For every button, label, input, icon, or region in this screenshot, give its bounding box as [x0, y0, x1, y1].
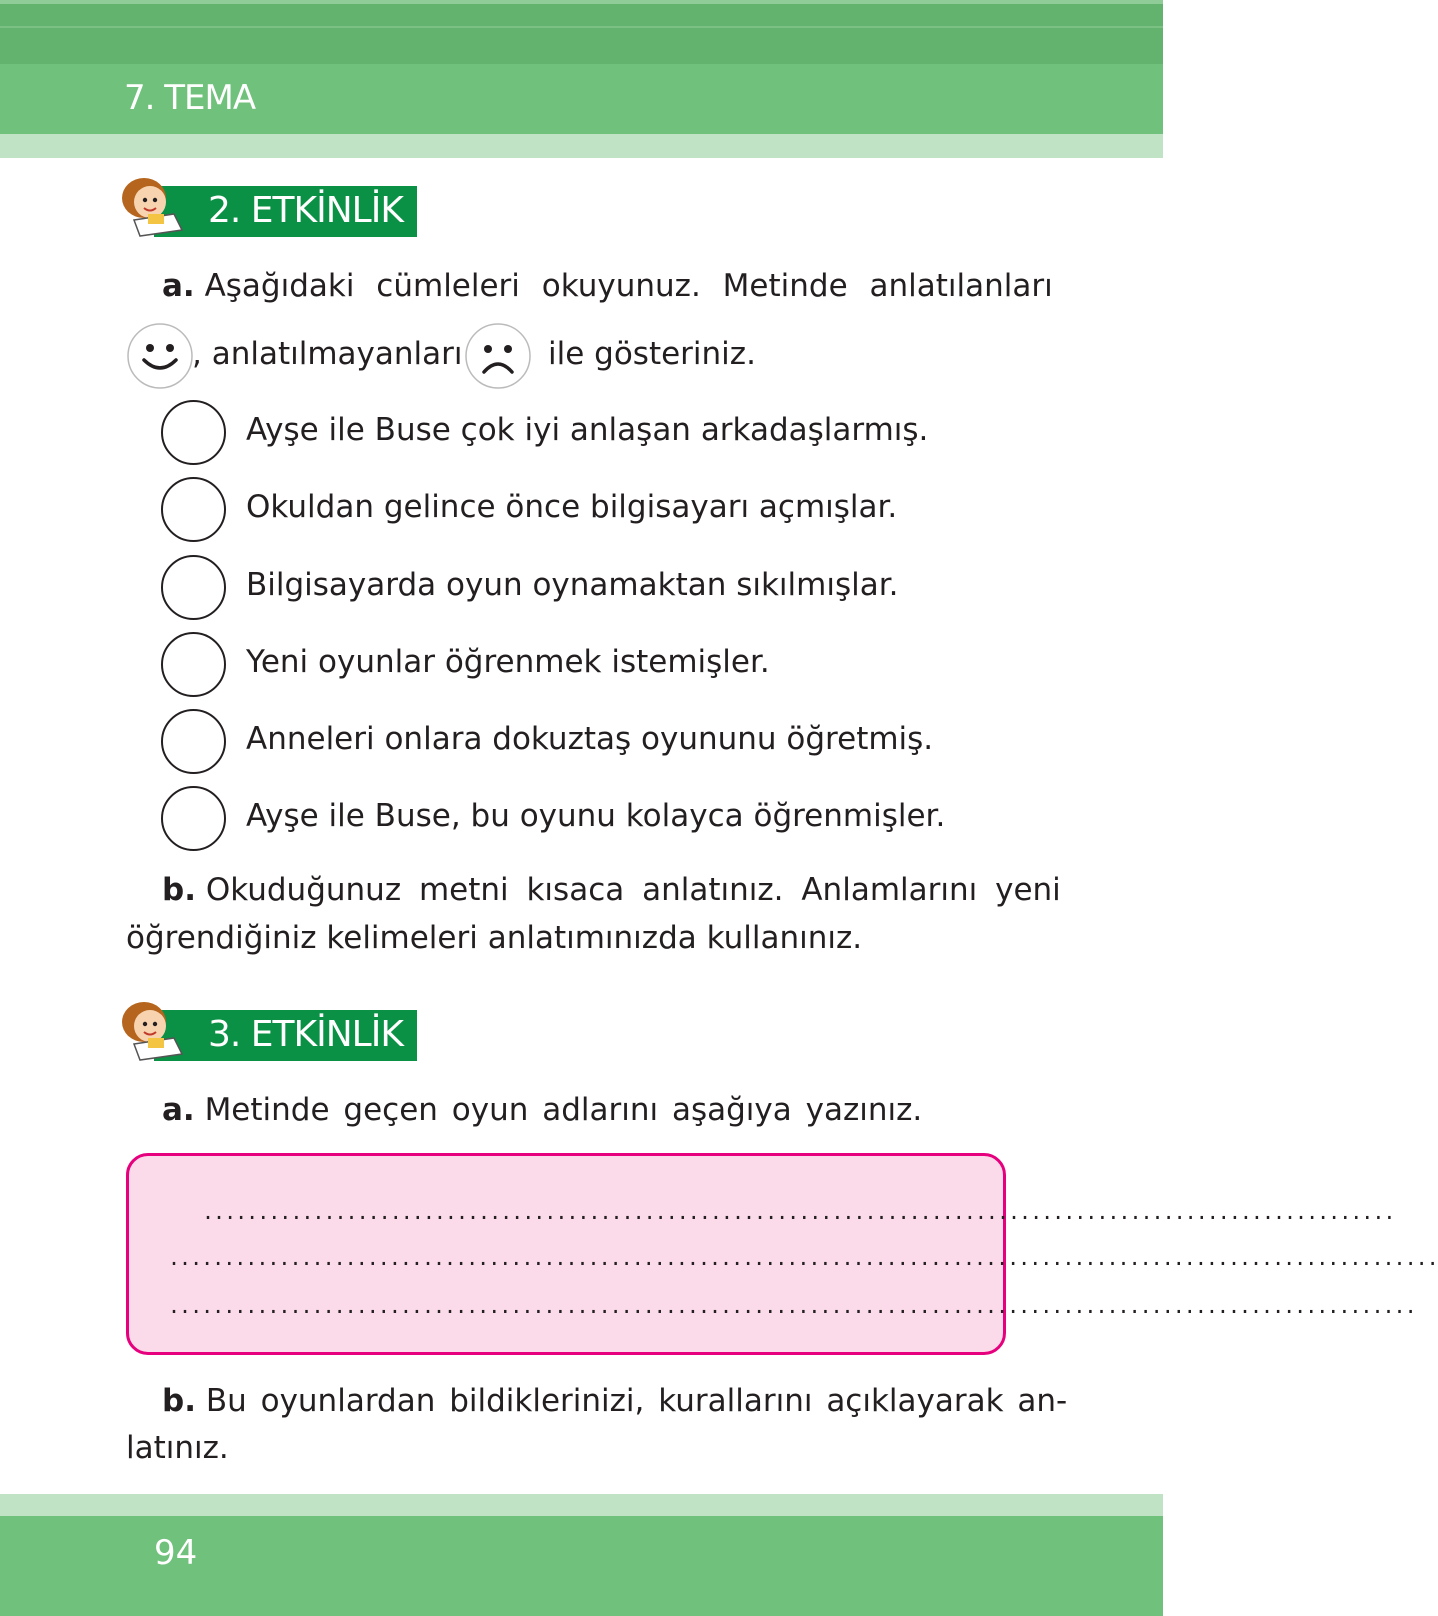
- sentence-4: Yeni oyunlar öğrenmek istemişler.: [246, 644, 770, 680]
- item-marker-b: b.: [162, 1383, 196, 1419]
- answer-circle[interactable]: [161, 400, 226, 465]
- answer-circle[interactable]: [161, 709, 226, 774]
- girl-mascot-icon: [114, 168, 194, 240]
- sentence-6: Ayşe ile Buse, bu oyunu kolayca öğrenmişler.: [246, 798, 946, 834]
- answer-circle[interactable]: [161, 555, 226, 620]
- girl-mascot-icon: [114, 992, 194, 1064]
- answer-line[interactable]: ............................................................................................................: [202, 1200, 1395, 1224]
- item-marker-a: a.: [162, 1092, 195, 1128]
- activity-2-b-line1: [162, 872, 1061, 908]
- answer-line[interactable]: ...................................................................................................................: [168, 1246, 1438, 1270]
- activity-3-a-line: [162, 1092, 922, 1128]
- activity-3-b-line2: latınız.: [126, 1430, 229, 1466]
- sentence-5: Anneleri onlara dokuztaş oyununu öğretmiş.: [246, 721, 934, 757]
- item-marker-a: a.: [162, 268, 195, 304]
- activity-2-badge: [114, 168, 424, 238]
- answer-circle[interactable]: [161, 477, 226, 542]
- header-light-band: [0, 134, 1163, 158]
- sentence-1: Ayşe ile Buse çok iyi anlaşan arkadaşlarmış.: [246, 412, 929, 448]
- item-marker-b: b.: [162, 872, 196, 908]
- instruction-text: Metinde geçen oyun adlarını aşağıya yazınız.: [204, 1092, 923, 1128]
- answer-circle[interactable]: [161, 632, 226, 697]
- theme-title: 7. TEMA: [124, 78, 256, 118]
- footer-light-band: [0, 1494, 1163, 1516]
- activity-3-b-line1: [162, 1383, 1067, 1419]
- answer-line[interactable]: .................................................................................................................: [168, 1294, 1416, 1318]
- instruction-text: Okuduğunuz metni kısaca anlatınız. Anlamlarını yeni: [205, 872, 1061, 908]
- instruction-text-3: ile gösteriniz.: [548, 336, 756, 372]
- activity-2-title: 2. ETKİNLİK: [208, 190, 403, 231]
- header-top-band: [0, 0, 1163, 64]
- answer-circle[interactable]: [161, 786, 226, 851]
- sad-face-icon: [464, 322, 532, 390]
- sentence-3: Bilgisayarda oyun oynamaktan sıkılmışlar.: [246, 567, 899, 603]
- instruction-text-2: , anlatılmayanları: [192, 336, 463, 372]
- sentence-2: Okuldan gelince önce bilgisayarı açmışlar.: [246, 489, 898, 525]
- activity-2-a-line1: [162, 268, 1053, 304]
- activity-3-badge: [114, 992, 424, 1062]
- activity-3-title: 3. ETKİNLİK: [208, 1014, 403, 1055]
- page-number: 94: [154, 1533, 198, 1573]
- instruction-text: Aşağıdaki cümleleri okuyunuz. Metinde anlatılanları: [204, 268, 1053, 304]
- activity-2-b-line2: öğrendiğiniz kelimeleri anlatımınızda kullanınız.: [126, 920, 863, 956]
- smiley-face-icon: [126, 322, 194, 390]
- instruction-text: Bu oyunlardan bildiklerinizi, kurallarını açıklayarak an-: [205, 1383, 1068, 1419]
